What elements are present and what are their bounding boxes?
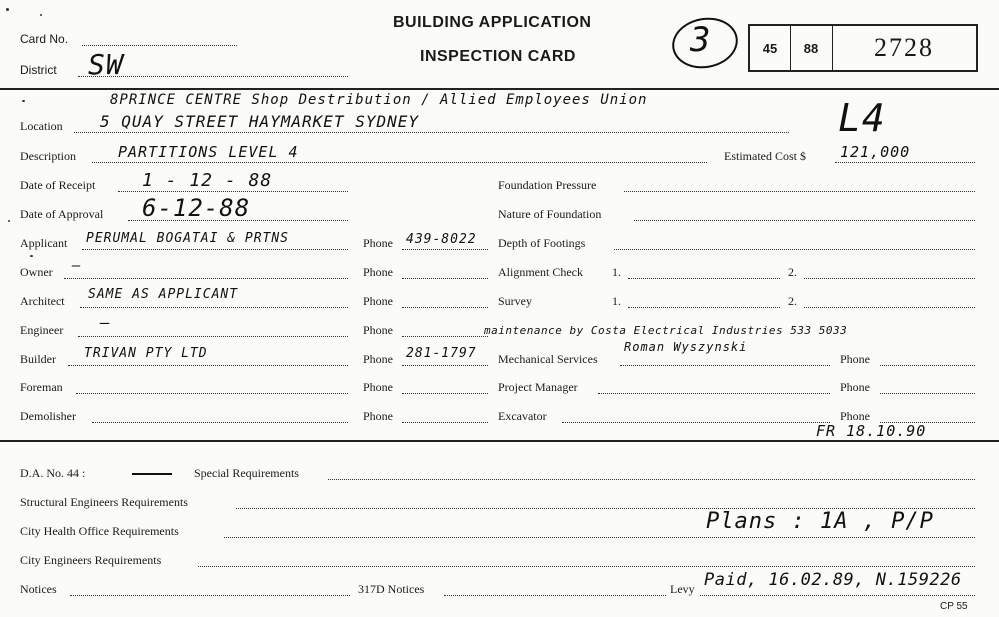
owner-phone-line bbox=[402, 278, 488, 279]
date-approval-label: Date of Approval bbox=[20, 207, 104, 221]
demolisher-label: Demolisher bbox=[20, 409, 76, 423]
builder-line bbox=[68, 365, 348, 366]
location-value: 5 QUAY STREET HAYMARKET SYDNEY bbox=[100, 112, 419, 131]
applicant-label: Applicant bbox=[20, 236, 68, 250]
scan-speck bbox=[8, 220, 10, 222]
applicant-line bbox=[82, 249, 348, 250]
engineer-line bbox=[78, 336, 348, 337]
levy-value: Paid, 16.02.89, N.159226 bbox=[704, 570, 962, 590]
estimated-cost-value: 121,000 bbox=[840, 143, 911, 161]
owner-label: Owner bbox=[20, 265, 53, 279]
project-manager-phone-line bbox=[880, 393, 975, 394]
architect-line bbox=[80, 307, 348, 308]
scan-speck bbox=[6, 8, 9, 11]
district-label: District bbox=[20, 63, 57, 77]
project-manager-label: Project Manager bbox=[498, 380, 578, 394]
excavator-line bbox=[562, 422, 830, 423]
notices-line bbox=[70, 595, 350, 596]
engineer-phone-line bbox=[402, 336, 488, 337]
title-line1: BUILDING APPLICATION bbox=[393, 14, 592, 31]
project-manager-line bbox=[598, 393, 830, 394]
city-eng-req-label: City Engineers Requirements bbox=[20, 553, 162, 567]
date-approval-value: 6-12-88 bbox=[142, 194, 251, 222]
notices-317d-line bbox=[444, 595, 666, 596]
survey-one: 1. bbox=[612, 294, 621, 308]
foundation-pressure-label: Foundation Pressure bbox=[498, 178, 597, 192]
health-req-line bbox=[224, 537, 975, 538]
alignment-check-label: Alignment Check bbox=[498, 265, 583, 279]
excavator-label: Excavator bbox=[498, 409, 547, 423]
owner-value: — bbox=[72, 258, 82, 274]
level-tag: L4 bbox=[838, 96, 886, 140]
card-no-label: Card No. bbox=[20, 32, 69, 46]
mechanical-services-line bbox=[620, 365, 830, 366]
nature-foundation-line bbox=[634, 220, 975, 221]
district-value: SW bbox=[88, 48, 124, 81]
structural-req-label: Structural Engineers Requirements bbox=[20, 495, 188, 509]
scan-speck bbox=[30, 255, 33, 257]
engineer-value: — bbox=[100, 313, 111, 332]
card-number-box bbox=[748, 24, 978, 72]
box-number-2: 88 bbox=[803, 40, 819, 56]
mechanical-phone-label: Phone bbox=[840, 352, 870, 366]
alignment-two: 2. bbox=[788, 265, 797, 279]
da-dash bbox=[132, 473, 172, 475]
health-req-label: City Health Office Requirements bbox=[20, 524, 179, 538]
engineer-phone-label: Phone bbox=[363, 323, 393, 337]
foreman-phone-line bbox=[402, 393, 488, 394]
mechanical-services-label: Mechanical Services bbox=[498, 352, 598, 366]
special-req-label: Special Requirements bbox=[194, 466, 299, 480]
form-code: CP 55 bbox=[940, 601, 968, 612]
maintenance-note: maintenance by Costa Electrical Industries 533 5033 bbox=[484, 324, 848, 337]
demolisher-phone-line bbox=[402, 422, 488, 423]
project-manager-phone-label: Phone bbox=[840, 380, 870, 394]
fr-note: FR 18.10.90 bbox=[816, 422, 927, 440]
estimated-cost-line bbox=[835, 162, 975, 163]
builder-phone-label: Phone bbox=[363, 352, 393, 366]
survey-label: Survey bbox=[498, 294, 532, 308]
top-note: 8PRINCE CENTRE Shop Destribution / Allied Employees Union bbox=[110, 92, 648, 108]
alignment-one-line bbox=[628, 278, 780, 279]
foreman-line bbox=[76, 393, 348, 394]
date-receipt-value: 1 - 12 - 88 bbox=[142, 170, 273, 191]
depth-footings-line bbox=[614, 249, 975, 250]
description-value: PARTITIONS LEVEL 4 bbox=[118, 143, 299, 161]
city-eng-req-line bbox=[198, 566, 975, 567]
estimated-cost-label: Estimated Cost $ bbox=[724, 149, 806, 163]
architect-value: SAME AS APPLICANT bbox=[88, 287, 239, 302]
levy-label: Levy bbox=[670, 582, 695, 596]
applicant-phone-label: Phone bbox=[363, 236, 393, 250]
owner-phone-label: Phone bbox=[363, 265, 393, 279]
levy-line bbox=[700, 595, 975, 596]
owner-line bbox=[64, 278, 348, 279]
architect-label: Architect bbox=[20, 294, 65, 308]
box-number-1: 45 bbox=[762, 40, 778, 56]
location-line bbox=[74, 132, 789, 133]
alignment-two-line bbox=[804, 278, 975, 279]
survey-two: 2. bbox=[788, 294, 797, 308]
description-label: Description bbox=[20, 149, 76, 163]
foreman-phone-label: Phone bbox=[363, 380, 393, 394]
demolisher-line bbox=[92, 422, 348, 423]
builder-label: Builder bbox=[20, 352, 56, 366]
da-label: D.A. No. 44 : bbox=[20, 466, 86, 480]
header-rule bbox=[0, 88, 999, 90]
card-no-line bbox=[82, 45, 237, 46]
builder-phone-value: 281-1797 bbox=[406, 346, 477, 361]
date-receipt-label: Date of Receipt bbox=[20, 178, 96, 192]
demolisher-phone-label: Phone bbox=[363, 409, 393, 423]
title-line2: INSPECTION CARD bbox=[420, 48, 576, 65]
notices-317d-label: 317D Notices bbox=[358, 582, 425, 596]
builder-phone-line bbox=[402, 365, 488, 366]
engineer-label: Engineer bbox=[20, 323, 64, 337]
architect-phone-label: Phone bbox=[363, 294, 393, 308]
description-line bbox=[92, 162, 707, 163]
applicant-value: PERUMAL BOGATAI & PRTNS bbox=[86, 231, 290, 246]
special-req-line bbox=[328, 479, 975, 480]
builder-value: TRIVAN PTY LTD bbox=[84, 346, 208, 361]
health-req-value: Plans : 1A , P/P bbox=[706, 509, 934, 534]
foreman-label: Foreman bbox=[20, 380, 63, 394]
notices-label: Notices bbox=[20, 582, 57, 596]
location-label: Location bbox=[20, 119, 63, 133]
applicant-phone-value: 439-8022 bbox=[406, 232, 477, 247]
box-number-3: 2728 bbox=[874, 33, 934, 62]
excavator-phone-label: Phone bbox=[840, 409, 870, 423]
architect-phone-line bbox=[402, 307, 488, 308]
mid-rule bbox=[0, 440, 999, 442]
circled-number: 3 bbox=[690, 20, 712, 60]
mechanical-phone-line bbox=[880, 365, 975, 366]
mechanical-services-value: Roman Wyszynski bbox=[624, 340, 748, 354]
scan-speck bbox=[22, 100, 25, 102]
nature-foundation-label: Nature of Foundation bbox=[498, 207, 602, 221]
foundation-pressure-line bbox=[624, 191, 975, 192]
applicant-phone-line bbox=[402, 249, 488, 250]
alignment-one: 1. bbox=[612, 265, 621, 279]
scan-speck bbox=[40, 14, 42, 16]
survey-one-line bbox=[628, 307, 780, 308]
survey-two-line bbox=[804, 307, 975, 308]
date-receipt-line bbox=[118, 191, 348, 192]
depth-footings-label: Depth of Footings bbox=[498, 236, 586, 250]
